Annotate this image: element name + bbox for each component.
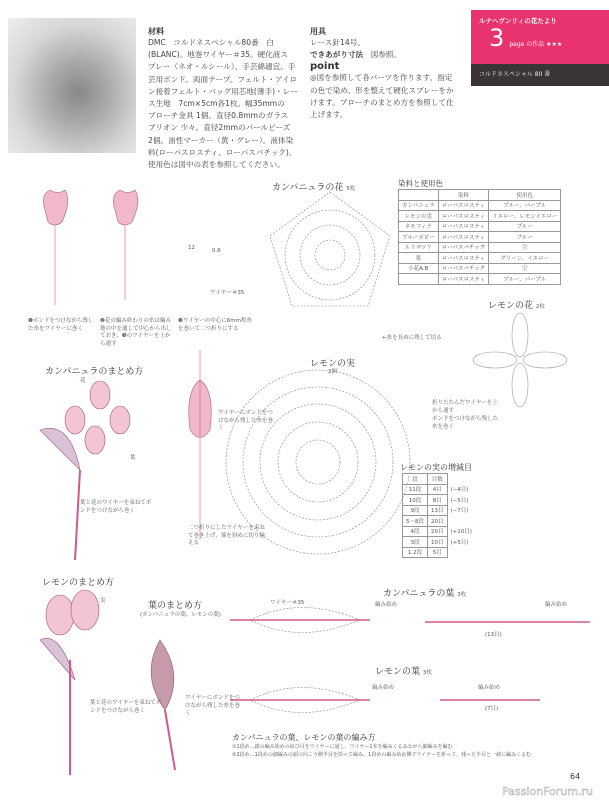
- table-cell: イエロー、レモンイエロー: [489, 211, 561, 222]
- tools-title: 用具: [310, 27, 326, 36]
- text-line: の色で染め、形を整えて硬化スプレーをか: [310, 85, 454, 95]
- watermark: PassionForum.ru: [502, 785, 593, 798]
- table-cell: [447, 547, 475, 558]
- dye-table: [398, 189, 561, 285]
- table-cell: 5〜8段: [403, 516, 428, 527]
- table-cell: ルリマツリ: [399, 242, 439, 253]
- table-cell: レモンの実: [399, 211, 439, 222]
- leaf-assembly-title: 葉のまとめ方: [148, 601, 203, 611]
- table-cell: [399, 274, 439, 285]
- table-cell: 11段: [403, 484, 428, 495]
- table-cell: 10目: [428, 537, 448, 548]
- table-header: 使用色: [489, 190, 561, 201]
- fruit-table-title: レモンの実の増減目: [400, 463, 472, 472]
- start-label-1: 編み始め: [375, 602, 398, 608]
- table-row: [403, 516, 476, 527]
- count-7: (7目): [485, 706, 499, 712]
- table-header: [399, 190, 439, 201]
- table-cell: 9段: [403, 505, 428, 516]
- table-cell: 8目: [428, 495, 448, 506]
- campanula-assembly-title: カンパニュラのまとめ方: [45, 367, 144, 377]
- campanula-flower-title: カンパニュラの花 5枚: [272, 183, 356, 193]
- leaf-charts: [230, 608, 590, 713]
- thread-band: コルドネスペシャル 80 番: [471, 64, 609, 86]
- table-cell: ブルー、パープル: [489, 274, 561, 285]
- table-cell: ネモフィラ: [399, 221, 439, 232]
- table-cell: グリーン、イエロー: [489, 253, 561, 264]
- table-cell: 空: [489, 242, 561, 253]
- text-line: プレー（ネオ・ルシール）、手芸綿適宜。手: [148, 62, 296, 72]
- step-3: ❸ワイヤーの中心に6mm程糸を巻いて二つ折りにする: [178, 318, 252, 332]
- text-line: ブリオン 少々。直径2mmのパールビーズ: [148, 123, 291, 133]
- series-title: ルナヘヴンリィの花たより: [479, 17, 557, 25]
- table-row: [399, 221, 561, 232]
- table-row: [403, 537, 476, 548]
- table-cell: (−5目): [450, 497, 469, 504]
- table-header-row: [403, 474, 476, 485]
- step-2: ❷花の編み終わりの糸は編み地の中を通して中心から出しておき、❸のワイヤーを上から通す: [100, 318, 172, 347]
- leaf-method-line-1: ①1段め…鎖の編み始めの結び目をワイヤーに通し、ワイヤー1本を編みくるみながら細編みを編む: [232, 744, 453, 750]
- table-cell: (+10目): [450, 529, 472, 536]
- campanula-flower-chart: [270, 192, 390, 306]
- table-row: [403, 484, 476, 495]
- dye-table-block: [398, 178, 561, 285]
- point-title: point: [310, 61, 340, 73]
- leaf-assembly-sub: (カンパニュラの葉、レモンの葉): [140, 612, 221, 618]
- text-line: 上げます。: [310, 110, 348, 120]
- table-row: [399, 274, 561, 285]
- fruit-label: 実: [100, 598, 106, 604]
- table-cell: 3段: [403, 537, 428, 548]
- table-cell: (−7目): [450, 508, 469, 515]
- materials-title: 材料: [148, 27, 164, 36]
- wire-label-2: ワイヤー＃35: [270, 600, 305, 606]
- wire-label: ワイヤー＃35: [210, 290, 245, 296]
- table-cell: ブルー: [489, 232, 561, 243]
- table-cell: ローパスロスティ: [438, 253, 489, 264]
- campanula-note-3: 葉と花のワイヤーを束ねてボンドをつけながら巻く: [80, 500, 152, 514]
- table-cell: ローパスロスティ: [438, 221, 489, 232]
- table-cell: 5目: [428, 547, 448, 558]
- table-cell: ローパスバチック: [438, 263, 489, 274]
- table-cell: 4目: [428, 484, 448, 495]
- text-line: (BLANC)。地巻ワイヤー＃35。硬化液ス: [148, 50, 288, 60]
- table-cell: 葉: [399, 253, 439, 264]
- table-row: [399, 232, 561, 243]
- table-cell: (−4目): [450, 487, 469, 494]
- dim-06: 0.6: [212, 248, 221, 254]
- lemon-bouquet: [40, 590, 99, 775]
- text-line: ス生地 7cm×5cm各1枚。幅35mmの: [148, 99, 285, 109]
- lemon-flower-title: レモンの花 2枚: [488, 301, 545, 311]
- lemon-fruit-title: レモンの実 2個: [310, 359, 356, 375]
- text-line: DMC コルドネスペシャル80番 白: [148, 38, 274, 47]
- count-13: (13目): [485, 632, 502, 638]
- table-row: [399, 263, 561, 274]
- step-1: ❶ボンドをつけながら残した糸をワイヤーに巻く: [28, 318, 94, 332]
- leaf-note: ワイヤーにボンドをつけながら残した糸を巻く: [185, 695, 241, 716]
- page-ref-number: 3: [489, 24, 505, 52]
- table-cell: 20目: [428, 516, 448, 527]
- flower-label: 花: [80, 378, 86, 384]
- text-line: 使用色は図中の表を参照してください。: [148, 160, 285, 170]
- text-line: 2個。油性マーカー（黄・グレー）。液体染: [148, 135, 294, 145]
- fruit-table-block: [400, 463, 476, 558]
- table-cell: 20目: [428, 526, 448, 537]
- leaf-method-line-2: ②2段め…1段めの細編みの頭の向こう側半目を拾って編み、1段めの編み始め側でワイヤーを折って、残った半目と一緒に編みくるむ: [232, 752, 532, 758]
- dim-12: 12: [188, 245, 195, 251]
- table-cell: [447, 516, 475, 527]
- tools-needle: レース針14号。: [310, 38, 365, 47]
- table-cell: ローパスロスティ: [438, 211, 489, 222]
- start-label-4: 編み始め: [478, 685, 501, 691]
- lemon-flower-note-1: 折りたたんだワイヤーを上から通す: [432, 400, 498, 414]
- lemon-flower-thread-note: ←糸を長めに残して切る: [382, 335, 442, 341]
- lemon-flower-chart: [473, 313, 567, 407]
- page-ref-text: page の作品 ★★★: [509, 41, 563, 48]
- table-cell: 10段: [403, 495, 428, 506]
- size-value: 図参照。: [370, 50, 402, 60]
- text-line: 料(ローパスロスティ、ローパスバチック)。: [148, 147, 297, 157]
- table-cell: ローパスロスティ: [438, 274, 489, 285]
- table-cell: ローパスバチック: [438, 242, 489, 253]
- campanula-bouquet: [40, 381, 130, 560]
- table-cell: ローパスロスティ: [438, 200, 489, 211]
- table-header: 染料: [438, 190, 489, 201]
- table-cell: ブルーポピー: [399, 232, 439, 243]
- table-cell: 13目: [428, 505, 448, 516]
- start-label-2: 編み始め: [545, 602, 568, 608]
- table-header: 目数: [428, 474, 448, 485]
- text-line: 芸用ボンド。両面テープ。フェルト・アイロ: [148, 74, 298, 84]
- table-row: [399, 200, 561, 211]
- table-row: [403, 547, 476, 558]
- table-cell: (+5目): [450, 539, 469, 546]
- table-cell: カンパニュラ: [399, 200, 439, 211]
- table-row: [403, 495, 476, 506]
- lemon-assembly-title: レモンのまとめ方: [42, 578, 115, 588]
- text-line: ン接着フェルト・バッグ用芯地(薄手)・レー: [148, 86, 298, 96]
- table-row: [403, 505, 476, 516]
- table-row: [399, 211, 561, 222]
- start-label-3: 編み始め: [372, 685, 395, 691]
- table-row: [403, 526, 476, 537]
- table-cell: ローパスロスティ: [438, 232, 489, 243]
- dye-table-title: 染料と使用色: [398, 179, 443, 188]
- lemon-leaf-title: レモンの葉 3枚: [375, 667, 432, 677]
- text-line: けます。ブローチのまとめ方を参照して仕: [310, 97, 454, 107]
- page-number: 64: [570, 772, 581, 781]
- table-cell: 空: [489, 263, 561, 274]
- text-line: ブローチ金具 1個。直径0.8mmのガラス: [148, 111, 289, 121]
- table-header-row: [399, 190, 561, 201]
- table-cell: 小花A.B: [399, 263, 439, 274]
- lemon-note: 葉と花のワイヤーを束ねてボンドをつけながら巻く: [90, 700, 162, 714]
- leaf-method-block: [232, 732, 602, 759]
- fruit-table: [402, 473, 476, 558]
- table-row: [399, 242, 561, 253]
- table-cell: 4段: [403, 526, 428, 537]
- leaf-label: 葉: [130, 455, 136, 461]
- table-cell: ブルー: [489, 221, 561, 232]
- table-row: [399, 253, 561, 264]
- campanula-leaf-title: カンパニュラの葉 3枚: [383, 589, 467, 599]
- leaf-method-title: カンパニュラの葉、レモンの葉の編み方: [232, 733, 376, 742]
- table-header: 段: [403, 474, 428, 485]
- lemon-flower-note-2: ボンドをつけながら残した糸を巻く: [432, 416, 499, 430]
- campanula-note-2: 二つ折りにしたワイヤーを束ねて巻き上げ、端を斜めに切り揃える: [188, 525, 265, 546]
- campanula-note-1: ワイヤーにボンドをつけながら残した糸を巻く: [218, 410, 274, 431]
- text-line: ◎図を参照して各パーツを作ります。指定: [310, 73, 453, 83]
- table-cell: 1.2段: [403, 547, 428, 558]
- size-label: できあがり寸法: [310, 50, 364, 60]
- table-cell: ブルー、パープル: [489, 200, 561, 211]
- table-header: [447, 474, 475, 485]
